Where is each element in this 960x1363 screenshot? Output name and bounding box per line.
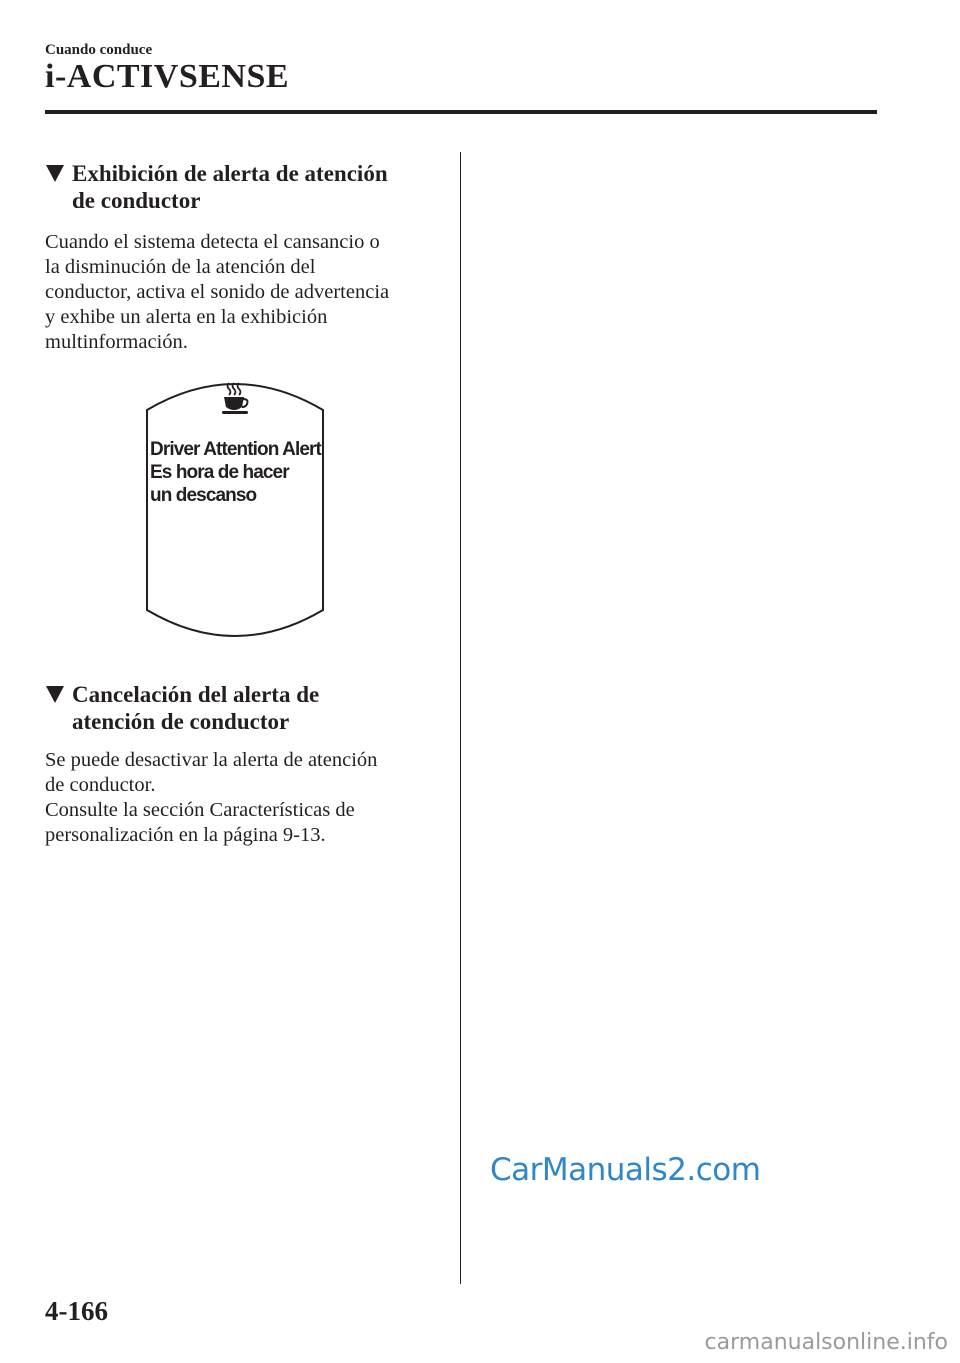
triangle-bullet-icon (45, 163, 65, 183)
page-title: i-ACTIVSENSE (45, 58, 290, 95)
alert-line: un descanso (150, 485, 257, 506)
heading-line: atención de conductor (72, 709, 290, 734)
heading-line: Exhibición de alerta de atención (72, 161, 388, 186)
column-divider (460, 152, 461, 1284)
text-line: Cuando el sistema detecta el cansancio o (45, 231, 380, 253)
text-line: la disminución de la atención del (45, 256, 316, 278)
watermark-logo: CarManuals2.com (490, 1152, 761, 1188)
header-rule (45, 110, 877, 114)
paragraph-alert-cancel (45, 748, 445, 848)
text-line: de conductor. (45, 774, 156, 796)
text-line: personalización en la página 9-13. (45, 824, 326, 846)
text-line: multinformación. (45, 331, 188, 353)
section-heading-alert-cancel (45, 681, 445, 735)
heading-line: Cancelación del alerta de (72, 682, 320, 707)
coffee-cup-icon (220, 382, 250, 416)
section-heading-alert-display (45, 160, 445, 214)
alert-line: Es hora de hacer (150, 462, 289, 483)
text-line: Consulte la sección Características de (45, 799, 355, 821)
text-line: y exhibe un alerta en la exhibición (45, 306, 328, 328)
alert-line: Driver Attention Alert (150, 439, 321, 460)
text-line: Se puede desactivar la alerta de atención (45, 749, 378, 771)
text-line: conductor, activa el sonido de advertencia (45, 281, 390, 303)
section-label: Cuando conduce (45, 42, 153, 58)
multi-information-display (145, 372, 325, 647)
triangle-bullet-icon (45, 684, 65, 704)
alert-message (150, 438, 325, 507)
footer-site-link[interactable]: carmanualsonline.info (704, 1330, 948, 1355)
heading-line: de conductor (72, 188, 201, 213)
paragraph-alert-display (45, 230, 445, 355)
page-number: 4-166 (45, 1296, 108, 1326)
